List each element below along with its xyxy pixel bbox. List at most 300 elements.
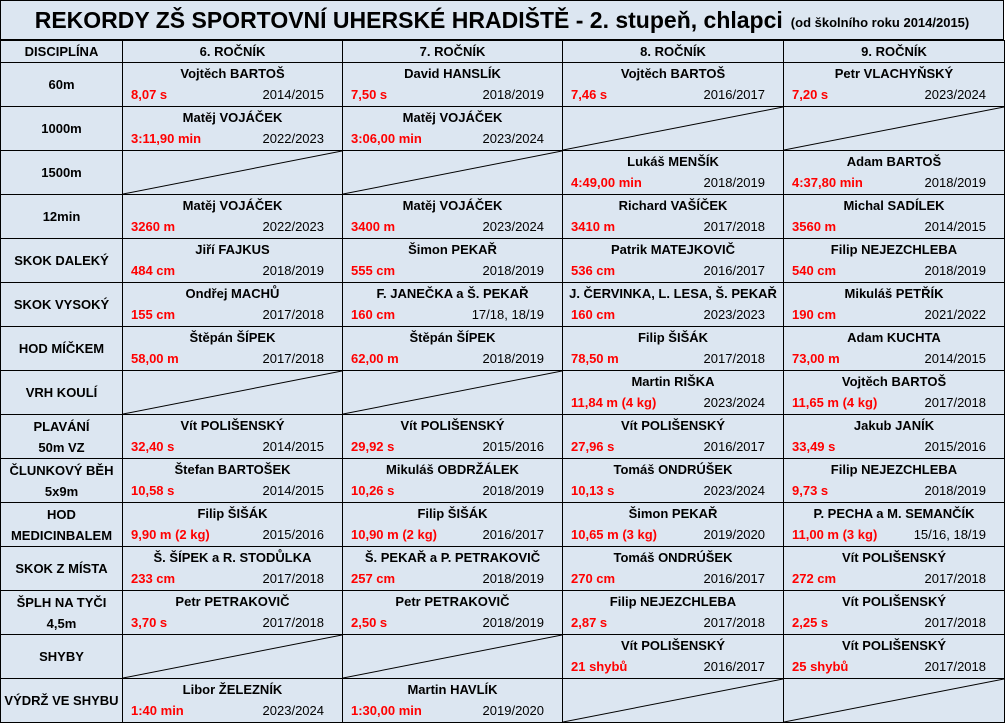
record-value: 27,96 s: [571, 439, 615, 454]
record-year: 2017/2018: [703, 219, 765, 234]
record-year: 2014/2015: [262, 483, 324, 498]
table-row: [1, 679, 1005, 723]
empty-diagonal-line: [343, 371, 562, 414]
header-grade-7: 7. ROČNÍK: [343, 41, 563, 63]
record-holder-name: Adam KUCHTA: [847, 330, 941, 345]
record-year: 2014/2015: [924, 351, 986, 366]
record-holder-name: Vojtěch BARTOŠ: [620, 66, 726, 81]
record-detail-row: [123, 612, 342, 633]
record-year: 2016/2017: [703, 263, 765, 278]
record-year: 2018/2019: [924, 263, 986, 278]
header-row: [1, 41, 1005, 63]
record-value: 1:40 min: [131, 703, 184, 718]
record-holder-name: Matěj VOJÁČEK: [182, 198, 283, 213]
discipline-cell: [1, 195, 123, 239]
record-detail-row: [123, 216, 342, 237]
empty-cell: [343, 635, 563, 679]
discipline-cell: [1, 151, 123, 195]
record-year: 2018/2019: [703, 175, 765, 190]
discipline-label: HOD MÍČKEM: [18, 341, 105, 356]
record-detail-row: [784, 480, 1004, 501]
record-year: 2018/2019: [482, 615, 544, 630]
record-value: 7,50 s: [351, 87, 388, 102]
record-holder-name: Richard VAŠÍČEK: [618, 198, 728, 213]
record-cell: [343, 239, 563, 283]
record-cell: [784, 371, 1005, 415]
record-year: 2017/2018: [262, 307, 324, 322]
record-detail-row: [343, 348, 562, 369]
record-holder-name: Štěpán ŠÍPEK: [409, 330, 496, 345]
record-value: 257 cm: [351, 571, 396, 586]
record-year: 2023/2024: [482, 219, 544, 234]
record-cell: [123, 327, 343, 371]
record-holder-name: Tomáš ONDRÚŠEK: [613, 550, 733, 565]
discipline-cell: [1, 327, 123, 371]
record-value: 233 cm: [131, 571, 176, 586]
record-detail-row: [123, 128, 342, 149]
record-value: 190 cm: [792, 307, 837, 322]
record-holder-name: Petr VLACHYŇSKÝ: [834, 66, 954, 81]
table-row: [1, 635, 1005, 679]
record-holder-name: Martin HAVLÍK: [407, 682, 498, 697]
record-value: 536 cm: [571, 263, 616, 278]
record-detail-row: [784, 348, 1004, 369]
record-value: 10,90 m (2 kg): [351, 527, 437, 542]
record-detail-row: [563, 480, 783, 501]
record-year: 2018/2019: [924, 175, 986, 190]
record-holder-name: Vojtěch BARTOŠ: [841, 374, 947, 389]
table-row: [1, 107, 1005, 151]
discipline-label: SKOK Z MÍSTA: [15, 561, 108, 576]
record-cell: [563, 503, 784, 547]
record-detail-row: [343, 568, 562, 589]
record-year: 2016/2017: [703, 659, 765, 674]
record-cell: [784, 327, 1005, 371]
record-year: 2015/2016: [482, 439, 544, 454]
record-detail-row: [563, 172, 783, 193]
record-year: 2023/2024: [482, 131, 544, 146]
record-value: 33,49 s: [792, 439, 836, 454]
record-value: 3:06,00 min: [351, 131, 422, 146]
record-detail-row: [123, 568, 342, 589]
discipline-label: MEDICINBALEM: [10, 527, 113, 543]
record-holder-name: Štěpán ŠÍPEK: [189, 330, 276, 345]
record-detail-row: [563, 568, 783, 589]
record-cell: [123, 547, 343, 591]
record-value: 155 cm: [131, 307, 176, 322]
record-holder-name: Matěj VOJÁČEK: [182, 110, 283, 125]
discipline-cell: [1, 283, 123, 327]
discipline-label: 60m: [48, 77, 75, 92]
record-value: 160 cm: [571, 307, 616, 322]
record-value: 2,87 s: [571, 615, 608, 630]
record-value: 4:49,00 min: [571, 175, 642, 190]
record-year: 2017/2018: [703, 615, 765, 630]
records-table: [0, 40, 1005, 723]
record-detail-row: [343, 260, 562, 281]
table-row: [1, 459, 1005, 503]
discipline-label: VÝDRŽ VE SHYBU: [4, 693, 119, 708]
record-cell: [784, 591, 1005, 635]
discipline-label: PLAVÁNÍ: [33, 418, 90, 434]
record-year: 2016/2017: [482, 527, 544, 542]
record-value: 2,25 s: [792, 615, 829, 630]
record-cell: [563, 459, 784, 503]
record-year: 2018/2019: [482, 263, 544, 278]
record-year: 2018/2019: [482, 351, 544, 366]
record-cell: [784, 283, 1005, 327]
record-cell: [784, 151, 1005, 195]
record-holder-name: Michal SADÍLEK: [843, 198, 945, 213]
record-year: 2016/2017: [703, 571, 765, 586]
header-discipline: DISCIPLÍNA: [1, 41, 123, 63]
discipline-cell: [1, 679, 123, 723]
empty-cell: [784, 107, 1005, 151]
record-holder-name: Vojtěch BARTOŠ: [180, 66, 285, 81]
record-detail-row: [343, 216, 562, 237]
discipline-label: SHYBY: [39, 649, 84, 664]
record-holder-name: F. JANEČKA a Š. PEKAŘ: [376, 286, 529, 301]
record-holder-name: Šimon PEKAŘ: [408, 242, 497, 257]
discipline-label: SKOK DALEKÝ: [14, 253, 109, 268]
record-year: 2019/2020: [482, 703, 544, 718]
record-year: 2023/2024: [262, 703, 324, 718]
record-value: 10,58 s: [131, 483, 175, 498]
record-detail-row: [123, 348, 342, 369]
empty-cell: [343, 151, 563, 195]
header-grade-6: 6. ROČNÍK: [123, 41, 343, 63]
record-detail-row: [343, 524, 562, 545]
empty-diagonal-line: [343, 635, 562, 678]
record-detail-row: [123, 304, 342, 325]
record-cell: [123, 283, 343, 327]
record-year: 2016/2017: [703, 87, 765, 102]
record-cell: [343, 327, 563, 371]
discipline-cell: [1, 591, 123, 635]
empty-cell: [784, 679, 1005, 723]
table-row: [1, 503, 1005, 547]
record-value: 32,40 s: [131, 439, 175, 454]
empty-diagonal-line: [784, 679, 1004, 722]
record-holder-name: Matěj VOJÁČEK: [402, 198, 503, 213]
record-detail-row: [563, 656, 783, 677]
record-detail-row: [343, 700, 562, 721]
record-holder-name: Ondřej MACHŮ: [185, 286, 280, 301]
record-value: 62,00 m: [351, 351, 399, 366]
empty-cell: [123, 151, 343, 195]
record-year: 2022/2023: [262, 131, 324, 146]
table-row: [1, 371, 1005, 415]
record-detail-row: [123, 84, 342, 105]
discipline-cell: [1, 415, 123, 459]
record-year: 2018/2019: [262, 263, 324, 278]
record-detail-row: [563, 392, 783, 413]
record-value: 7,20 s: [792, 87, 829, 102]
discipline-label: 5x9m: [44, 483, 79, 499]
record-detail-row: [563, 260, 783, 281]
record-holder-name: Filip ŠIŠÁK: [197, 506, 268, 521]
record-year: 2017/2018: [924, 395, 986, 410]
record-holder-name: Š. PEKAŘ a P. PETRAKOVIČ: [364, 550, 541, 565]
record-value: 10,26 s: [351, 483, 395, 498]
record-value: 160 cm: [351, 307, 396, 322]
record-cell: [563, 547, 784, 591]
record-detail-row: [563, 348, 783, 369]
record-value: 2,50 s: [351, 615, 388, 630]
empty-cell: [343, 371, 563, 415]
record-year: 2017/2018: [924, 659, 986, 674]
record-year: 2017/2018: [703, 351, 765, 366]
record-holder-name: Lukáš MENŠÍK: [627, 154, 719, 169]
record-cell: [343, 679, 563, 723]
record-detail-row: [123, 700, 342, 721]
record-detail-row: [343, 436, 562, 457]
record-cell: [784, 459, 1005, 503]
discipline-cell: [1, 635, 123, 679]
discipline-label: 12min: [42, 209, 81, 224]
record-value: 25 shybů: [792, 659, 849, 674]
empty-diagonal-line: [123, 635, 342, 678]
record-cell: [563, 415, 784, 459]
discipline-cell: [1, 107, 123, 151]
table-row: [1, 591, 1005, 635]
discipline-cell: [1, 239, 123, 283]
record-detail-row: [784, 392, 1004, 413]
record-cell: [563, 327, 784, 371]
record-holder-name: Petr PETRAKOVIČ: [175, 594, 290, 609]
record-year: 2023/2024: [924, 87, 986, 102]
record-year: 2018/2019: [482, 483, 544, 498]
record-value: 484 cm: [131, 263, 176, 278]
record-cell: [784, 63, 1005, 107]
table-row: [1, 547, 1005, 591]
record-value: 11,00 m (3 kg): [792, 527, 878, 542]
header-grade-9: 9. ROČNÍK: [784, 41, 1005, 63]
table-row: [1, 283, 1005, 327]
record-year: 2014/2015: [924, 219, 986, 234]
discipline-cell: [1, 459, 123, 503]
record-detail-row: [343, 612, 562, 633]
empty-diagonal-line: [343, 151, 562, 194]
discipline-label: VRH KOULÍ: [25, 385, 98, 400]
record-year: 2021/2022: [924, 307, 986, 322]
record-detail-row: [563, 84, 783, 105]
record-cell: [343, 503, 563, 547]
record-cell: [563, 635, 784, 679]
record-year: 2017/2018: [262, 571, 324, 586]
record-holder-name: Filip NEJEZCHLEBA: [830, 462, 958, 477]
record-cell: [563, 63, 784, 107]
record-year: 2016/2017: [703, 439, 765, 454]
record-year: 2015/2016: [924, 439, 986, 454]
record-value: 9,73 s: [792, 483, 829, 498]
record-cell: [784, 503, 1005, 547]
empty-diagonal-line: [784, 107, 1004, 150]
record-value: 270 cm: [571, 571, 616, 586]
record-holder-name: Tomáš ONDRÚŠEK: [613, 462, 733, 477]
record-year: 2018/2019: [482, 87, 544, 102]
record-cell: [123, 239, 343, 283]
record-cell: [784, 239, 1005, 283]
record-detail-row: [343, 84, 562, 105]
discipline-cell: [1, 371, 123, 415]
record-cell: [563, 151, 784, 195]
page-title: REKORDY ZŠ SPORTOVNÍ UHERSKÉ HRADIŠTĚ - 2. stupeň, chlapci: [34, 6, 783, 33]
record-holder-name: David HANSLÍK: [404, 66, 501, 81]
record-holder-name: P. PECHA a M. SEMANČÍK: [813, 506, 975, 521]
discipline-label: 1000m: [41, 121, 82, 136]
record-cell: [123, 679, 343, 723]
discipline-label: 1500m: [41, 165, 82, 180]
record-holder-name: Filip ŠIŠÁK: [417, 506, 488, 521]
record-year: 2017/2018: [924, 615, 986, 630]
empty-diagonal-line: [123, 371, 342, 414]
record-value: 272 cm: [792, 571, 837, 586]
record-holder-name: Vít POLIŠENSKÝ: [620, 638, 726, 653]
record-cell: [123, 591, 343, 635]
record-detail-row: [784, 568, 1004, 589]
record-holder-name: Štefan BARTOŠEK: [174, 462, 291, 477]
record-year: 2015/2016: [262, 527, 324, 542]
record-value: 3,70 s: [131, 615, 168, 630]
record-detail-row: [563, 304, 783, 325]
discipline-cell: [1, 547, 123, 591]
table-row: [1, 151, 1005, 195]
record-detail-row: [563, 216, 783, 237]
record-detail-row: [784, 84, 1004, 105]
empty-diagonal-line: [563, 679, 783, 722]
record-year: 2023/2024: [703, 395, 765, 410]
record-cell: [123, 503, 343, 547]
record-cell: [123, 459, 343, 503]
record-cell: [123, 195, 343, 239]
page-subtitle: (od školního roku 2014/2015): [790, 14, 970, 30]
record-cell: [563, 283, 784, 327]
record-detail-row: [123, 524, 342, 545]
record-detail-row: [784, 656, 1004, 677]
record-holder-name: J. ČERVINKA, L. LESA, Š. PEKAŘ: [569, 286, 777, 301]
record-cell: [343, 63, 563, 107]
record-detail-row: [563, 524, 783, 545]
record-holder-name: Matěj VOJÁČEK: [402, 110, 503, 125]
record-year: 2022/2023: [262, 219, 324, 234]
table-row: [1, 239, 1005, 283]
record-holder-name: Patrik MATEJKOVIČ: [610, 242, 735, 257]
table-row: [1, 415, 1005, 459]
record-cell: [784, 415, 1005, 459]
record-cell: [563, 195, 784, 239]
empty-diagonal-line: [563, 107, 783, 150]
empty-cell: [123, 371, 343, 415]
record-holder-name: Vít POLIŠENSKÝ: [841, 594, 947, 609]
record-detail-row: [563, 612, 783, 633]
record-detail-row: [784, 216, 1004, 237]
record-holder-name: Mikuláš PETŘÍK: [844, 286, 944, 301]
record-cell: [123, 415, 343, 459]
record-detail-row: [123, 480, 342, 501]
empty-cell: [123, 635, 343, 679]
record-value: 1:30,00 min: [351, 703, 422, 718]
record-value: 4:37,80 min: [792, 175, 863, 190]
record-value: 10,13 s: [571, 483, 615, 498]
discipline-label: 4,5m: [46, 615, 77, 631]
record-cell: [343, 195, 563, 239]
record-detail-row: [123, 260, 342, 281]
record-cell: [343, 459, 563, 503]
record-detail-row: [784, 260, 1004, 281]
record-year: 2023/2024: [703, 483, 765, 498]
record-detail-row: [784, 524, 1004, 545]
record-cell: [563, 591, 784, 635]
record-detail-row: [784, 436, 1004, 457]
record-value: 11,84 m (4 kg): [571, 395, 657, 410]
record-detail-row: [123, 436, 342, 457]
record-cell: [563, 239, 784, 283]
header-grade-8: 8. ROČNÍK: [563, 41, 784, 63]
record-holder-name: Jakub JANÍK: [853, 418, 935, 433]
record-holder-name: Š. ŠÍPEK a R. STODŮLKA: [153, 550, 312, 565]
record-value: 8,07 s: [131, 87, 168, 102]
record-holder-name: Vít POLIŠENSKÝ: [841, 638, 947, 653]
record-value: 58,00 m: [131, 351, 179, 366]
record-holder-name: Filip NEJEZCHLEBA: [830, 242, 958, 257]
record-value: 555 cm: [351, 263, 396, 278]
record-holder-name: Vít POLIŠENSKÝ: [180, 418, 285, 433]
record-cell: [123, 107, 343, 151]
record-cell: [784, 547, 1005, 591]
record-holder-name: Šimon PEKAŘ: [628, 506, 718, 521]
record-cell: [563, 371, 784, 415]
record-value: 7,46 s: [571, 87, 608, 102]
record-year: 2017/2018: [262, 351, 324, 366]
record-value: 29,92 s: [351, 439, 395, 454]
table-row: [1, 63, 1005, 107]
record-value: 10,65 m (3 kg): [571, 527, 657, 542]
record-detail-row: [784, 304, 1004, 325]
table-row: [1, 327, 1005, 371]
record-cell: [343, 283, 563, 327]
record-holder-name: Adam BARTOŠ: [846, 154, 942, 169]
records-body: [1, 63, 1005, 723]
record-value: 9,90 m (2 kg): [131, 527, 210, 542]
discipline-label: HOD: [47, 506, 76, 522]
record-detail-row: [343, 128, 562, 149]
record-detail-row: [563, 436, 783, 457]
record-holder-name: Vít POLIŠENSKÝ: [400, 418, 505, 433]
record-detail-row: [784, 612, 1004, 633]
record-holder-name: Martin RIŠKA: [631, 374, 715, 389]
record-cell: [784, 635, 1005, 679]
record-cell: [343, 107, 563, 151]
discipline-label: 50m VZ: [38, 439, 85, 455]
empty-diagonal-line: [123, 151, 342, 194]
record-year: 2018/2019: [924, 483, 986, 498]
record-year: 17/18, 18/19: [471, 307, 544, 322]
record-year: 2014/2015: [262, 439, 324, 454]
record-value: 11,65 m (4 kg): [792, 395, 878, 410]
record-year: 2017/2018: [924, 571, 986, 586]
record-value: 3410 m: [571, 219, 616, 234]
empty-cell: [563, 679, 784, 723]
record-year: 2014/2015: [262, 87, 324, 102]
record-holder-name: Libor ŽELEZNÍK: [182, 682, 283, 697]
record-detail-row: [343, 304, 562, 325]
record-value: 21 shybů: [571, 659, 628, 674]
record-value: 3560 m: [792, 219, 837, 234]
record-value: 78,50 m: [571, 351, 619, 366]
discipline-cell: [1, 63, 123, 107]
record-year: 2017/2018: [262, 615, 324, 630]
